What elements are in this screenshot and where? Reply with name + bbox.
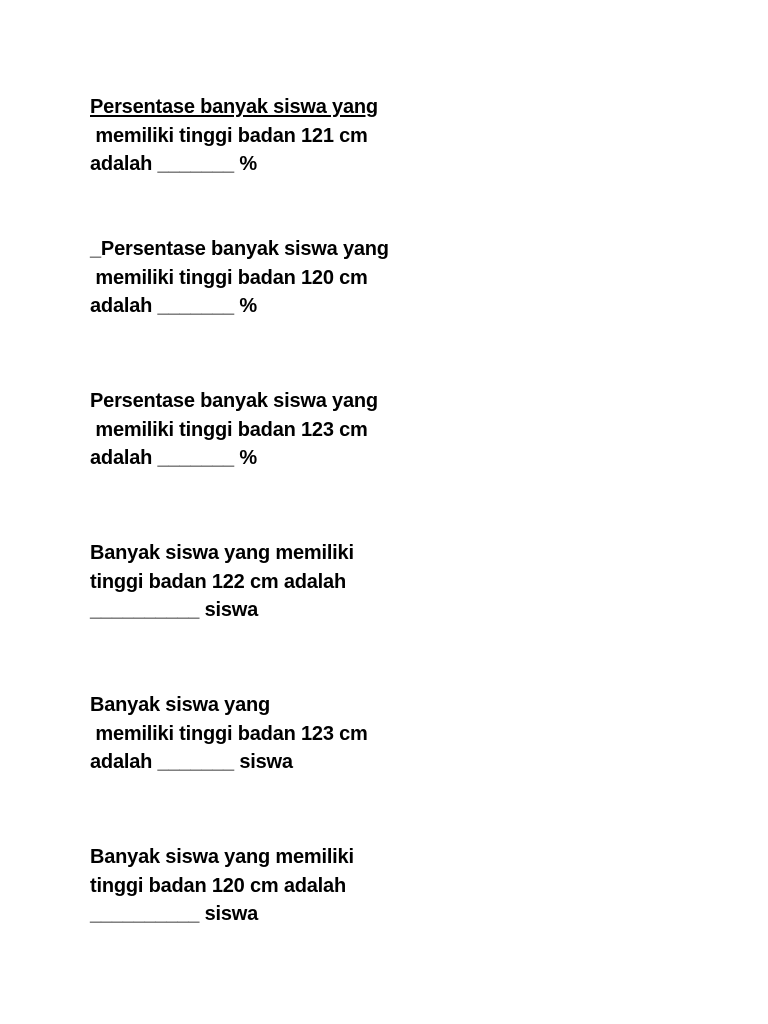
question-3-line-1: Persentase banyak siswa yang	[90, 390, 378, 412]
question-6-line-1: Banyak siswa yang memiliki	[90, 846, 354, 868]
question-3-line-2: memiliki tinggi badan 123 cm	[90, 418, 368, 441]
question-5-line-3: adalah _______ siswa	[90, 751, 293, 773]
question-2-line-2: memiliki tinggi badan 120 cm	[90, 266, 368, 289]
question-1-line-3: adalah _______ %	[90, 153, 257, 175]
question-3-line-3: adalah _______ %	[90, 447, 257, 469]
question-4-line-2: tinggi badan 122 cm adalah	[90, 570, 346, 593]
question-2-line-1: _Persentase banyak siswa yang	[90, 238, 389, 260]
question-block-2	[90, 235, 510, 321]
question-block-6	[90, 843, 510, 929]
question-block-3	[90, 387, 510, 473]
question-block-5	[90, 691, 510, 777]
question-4-line-1: Banyak siswa yang memiliki	[90, 542, 354, 564]
question-block-1	[90, 93, 510, 179]
question-6-line-2: tinggi badan 120 cm adalah	[90, 874, 346, 897]
question-1-line-2: memiliki tinggi badan 121 cm	[90, 124, 368, 147]
question-4-line-3: __________ siswa	[90, 599, 259, 621]
question-block-4	[90, 539, 510, 625]
question-2-line-3: adalah _______ %	[90, 295, 257, 317]
question-5-line-2: memiliki tinggi badan 123 cm	[90, 722, 368, 745]
question-5-line-1: Banyak siswa yang	[90, 694, 271, 716]
question-6-line-3: __________ siswa	[90, 903, 259, 925]
question-1-line-1: Persentase banyak siswa yang	[90, 96, 378, 118]
